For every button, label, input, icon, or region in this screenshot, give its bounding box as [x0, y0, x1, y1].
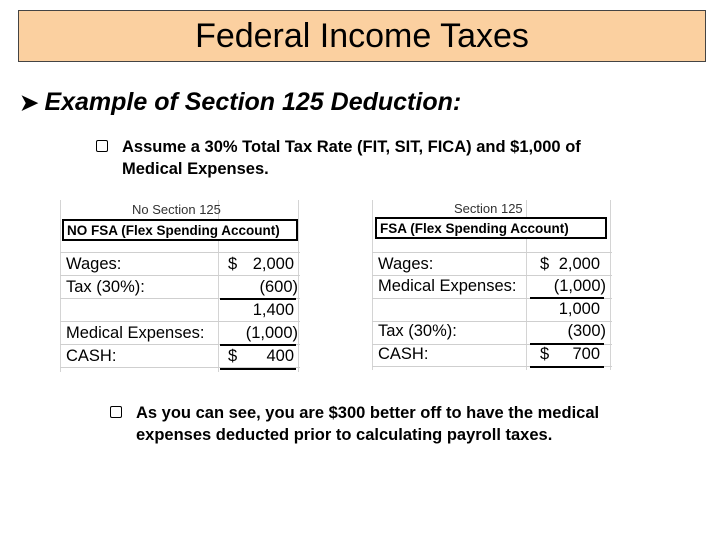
table-section-125	[372, 200, 612, 370]
row-value: 2,000	[252, 255, 294, 273]
row-value: 2,000	[558, 255, 600, 273]
table-header: NO FSA (Flex Spending Account)	[62, 219, 298, 241]
row-label: Medical Expenses:	[66, 324, 205, 342]
row-value: 400	[266, 347, 294, 365]
row-label: Wages:	[378, 255, 434, 273]
dollar-sign: $	[540, 255, 550, 273]
table-row	[378, 255, 610, 277]
table-header: FSA (Flex Spending Account)	[375, 217, 607, 239]
checkbox-bullet-icon	[96, 140, 108, 152]
row-label: Tax (30%):	[66, 278, 145, 296]
row-label: Tax (30%):	[378, 322, 457, 340]
row-value: (300)	[567, 322, 606, 340]
table-row	[378, 345, 610, 367]
title-banner	[18, 10, 706, 62]
table-row	[66, 301, 298, 323]
row-label: CASH:	[378, 345, 429, 363]
table-no-section-125	[60, 200, 300, 372]
table-row	[378, 322, 610, 344]
table-caption: Section 125	[454, 201, 523, 216]
bullet-assumption-text: Assume a 30% Total Tax Rate (FIT, SIT, FICA) and $1,000 of Medical Expenses.	[122, 138, 581, 178]
table-row	[66, 324, 298, 346]
section-heading	[20, 88, 461, 117]
bullet-conclusion-text: As you can see, you are $300 better off to have the medical expenses deducted prior to calculating payroll taxes.	[136, 404, 600, 444]
row-label: Medical Expenses:	[378, 277, 517, 295]
dollar-sign: $	[228, 347, 238, 365]
dollar-sign: $	[228, 255, 238, 273]
row-value: 700	[572, 345, 600, 363]
row-value: 1,400	[252, 301, 294, 319]
table-row	[66, 255, 298, 277]
checkbox-bullet-icon	[110, 406, 122, 418]
dollar-sign: $	[540, 345, 550, 363]
bullet-conclusion	[110, 402, 670, 446]
table-row	[66, 347, 298, 369]
slide-title: Federal Income Taxes	[195, 16, 529, 55]
table-caption: No Section 125	[132, 202, 221, 217]
row-value: (1,000)	[553, 277, 606, 295]
table-row	[378, 277, 610, 299]
heading-text: Example of Section 125 Deduction:	[44, 88, 462, 116]
table-row	[66, 278, 298, 300]
table-row	[378, 300, 610, 322]
row-label: Wages:	[66, 255, 122, 273]
row-value: 1,000	[558, 300, 600, 318]
row-value: (600)	[259, 278, 298, 296]
bullet-assumption	[96, 136, 596, 180]
row-label: CASH:	[66, 347, 117, 365]
arrow-bullet-icon: ➤	[20, 89, 39, 115]
row-value: (1,000)	[245, 324, 298, 342]
